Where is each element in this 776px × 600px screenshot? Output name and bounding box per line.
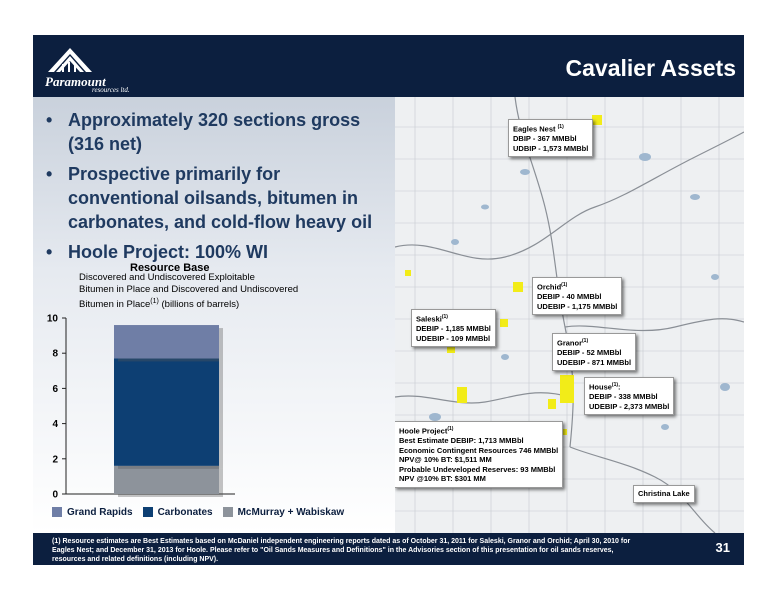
callout-line: DEBIP - 1,185 MMBbl — [416, 324, 491, 333]
callout-hoole — [395, 421, 563, 488]
page-title: Cavalier Assets — [565, 55, 736, 81]
footnote: (1) Resource estimates are Best Estimates based on McDaniel independent engineering reports dated as of October 31, 2011 for Saleski, Granor and Orchid; April 30, 2010 for Eagles Nest; and December 31, 2013 for Hoole. Please refer to "Oil Sands Measures and Definitions" in the Advisories section of this presentation for oil sands reserves, resources and related definitions (including NPV). — [52, 538, 631, 563]
y-tick-label: 0 — [52, 489, 58, 501]
chart-legend — [52, 507, 344, 518]
legend-swatch — [223, 507, 233, 517]
logo-subtitle: resources ltd. — [92, 86, 130, 94]
callout-line: DEBIP - 40 MMBbl — [537, 292, 602, 301]
callout-title: House$^{(1)}$: — [589, 382, 621, 392]
callout-sup: (1) — [611, 382, 619, 388]
legend-label: Carbonates — [157, 507, 213, 518]
callout-line: DEBIP - 52 MMBbl — [557, 348, 622, 357]
callout-sup: (1) — [582, 338, 589, 344]
callout-granor — [552, 333, 636, 371]
bar-segment — [114, 466, 219, 494]
callout-title — [537, 281, 617, 292]
chart-subtitle-text: Bitumen in Place — [79, 299, 151, 311]
callout-saleski — [411, 309, 496, 347]
asset-map — [395, 97, 744, 533]
legend-item-grand-rapids — [52, 507, 133, 518]
legend-swatch — [143, 507, 153, 517]
callout-eagles-nest — [508, 119, 593, 157]
callout-sup: (1) — [561, 282, 568, 288]
callout-line: UDEBIP - 2,373 MMBbl — [589, 401, 670, 411]
callout-name: Orchid — [537, 282, 562, 292]
callout-line: DBIP - 367 MMBbl — [513, 134, 577, 143]
callout-line: Economic Contingent Resources 746 MMBbl — [399, 445, 559, 455]
callout-title — [513, 123, 588, 134]
callout-line: NPV@ 10% BT: $1,511 MM — [399, 455, 492, 464]
callout-sup: (1) — [557, 124, 564, 130]
callout-line: Probable Undeveloped Reserves: 93 MMBbl — [399, 464, 556, 474]
y-tick-label: 2 — [52, 454, 58, 466]
chart-subtitle-text: (billions of barrels) — [158, 299, 240, 311]
callout-name: House — [589, 382, 612, 392]
callout-line: UDEBIP - 871 MMBbl — [557, 357, 632, 367]
chart-subtitle — [79, 272, 359, 311]
y-tick-label: 8 — [52, 348, 58, 360]
y-tick-label: 4 — [52, 419, 58, 431]
bar-segment — [114, 358, 219, 465]
callout-sup: (1) — [441, 314, 448, 320]
legend-item-mcmurray — [223, 507, 345, 518]
callout-sup: (1) — [447, 426, 454, 432]
page-number: 31 — [715, 540, 730, 555]
callout-line: Best Estimate DEBIP: 1,713 MMBbl — [399, 436, 524, 445]
callout-name: Hoole Project — [399, 426, 448, 436]
callout-line: UDBIP - 1,573 MMBbl — [513, 143, 589, 153]
callout-title — [416, 313, 491, 324]
chart-title: Resource Base — [130, 262, 210, 274]
callout-name: Eagles Nest — [513, 124, 556, 134]
callout-title — [557, 337, 631, 348]
callout-name: Saleski — [416, 314, 442, 324]
callout-house — [584, 377, 674, 415]
legend-swatch — [52, 507, 62, 517]
chart-subtitle-line — [79, 296, 359, 311]
callout-christina-lake: Christina Lake — [633, 485, 695, 503]
resource-base-chart — [40, 310, 240, 505]
bar-segment — [114, 325, 219, 358]
logo-name: Paramount — [45, 74, 106, 89]
legend-label: Grand Rapids — [67, 507, 133, 518]
bullet-list — [44, 108, 389, 270]
y-tick-label: 6 — [52, 383, 58, 395]
chart-subtitle-sup: (1) — [150, 298, 159, 305]
callout-orchid — [532, 277, 622, 315]
legend-item-carbonates — [143, 507, 213, 518]
callout-line: DEBIP - 338 MMBbl — [589, 392, 658, 401]
callout-title — [399, 425, 558, 436]
callout-line: NPV @10% BT: $301 MM — [399, 474, 486, 483]
y-tick-label: 10 — [46, 313, 58, 325]
bullet-item: • Approximately 320 sections gross (316 net) — [44, 108, 389, 156]
bullet-item: • Prospective primarily for conventional oilsands, bitumen in carbonates, and cold-flow heavy oil — [44, 162, 389, 234]
callout-line: UDEBIP - 109 MMBbl — [416, 333, 491, 343]
callout-line: UDEBIP - 1,175 MMBbl — [537, 301, 618, 311]
callout-name: Granor — [557, 338, 583, 348]
chart-subtitle-line: Discovered and Undiscovered Exploitable — [79, 272, 255, 283]
legend-label: McMurray + Wabiskaw — [237, 507, 345, 518]
bullet-item: • Hoole Project: 100% WI — [44, 240, 389, 264]
chart-subtitle-line: Bitumen in Place and Discovered and Undiscovered — [79, 284, 299, 295]
